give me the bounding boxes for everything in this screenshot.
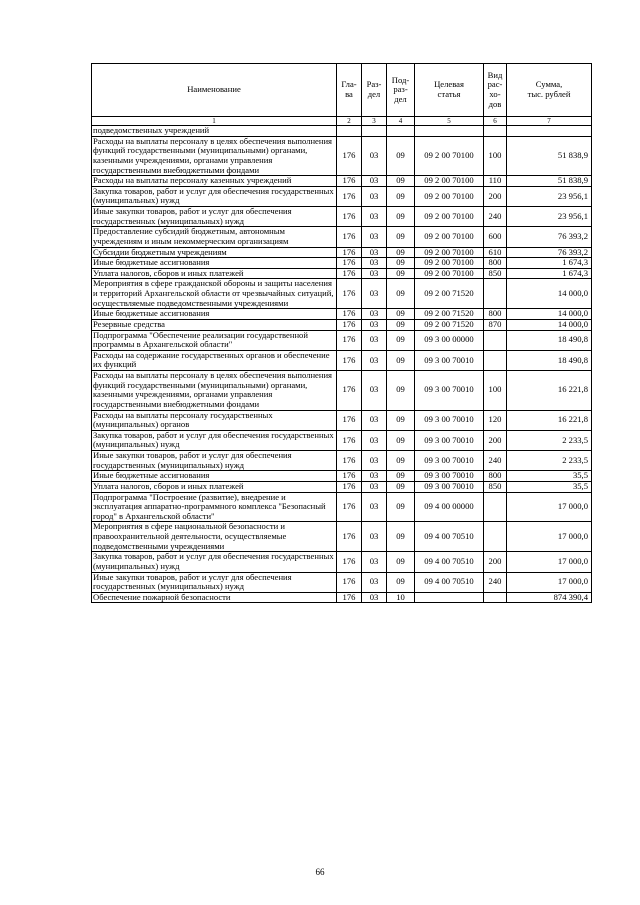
cell-razdel: 03 xyxy=(362,309,387,320)
cell-glava xyxy=(337,126,362,137)
table-row xyxy=(92,126,592,137)
cell-summa: 16 221,8 xyxy=(507,410,592,430)
cell-glava: 176 xyxy=(337,371,362,411)
cell-glava: 176 xyxy=(337,471,362,482)
cell-glava: 176 xyxy=(337,309,362,320)
cell-vid xyxy=(484,330,507,350)
cell-podrazdel: 09 xyxy=(387,430,415,450)
cell-celevaya: 09 4 00 00000 xyxy=(415,492,484,522)
cell-celevaya: 09 3 00 70010 xyxy=(415,471,484,482)
table-row xyxy=(92,410,592,430)
column-number-7: 7 xyxy=(507,117,592,126)
cell-razdel: 03 xyxy=(362,279,387,309)
cell-razdel: 03 xyxy=(362,471,387,482)
cell-vid xyxy=(484,592,507,603)
table-row xyxy=(92,258,592,269)
cell-podrazdel: 09 xyxy=(387,492,415,522)
cell-razdel: 03 xyxy=(362,268,387,279)
cell-celevaya: 09 2 00 70100 xyxy=(415,207,484,227)
cell-vid: 870 xyxy=(484,319,507,330)
cell-glava: 176 xyxy=(337,319,362,330)
table-row xyxy=(92,572,592,592)
cell-summa: 76 393,2 xyxy=(507,227,592,247)
column-number-3: 3 xyxy=(362,117,387,126)
table-row xyxy=(92,279,592,309)
cell-name: Расходы на выплаты персоналу в целях обеспечения выполнения функций государственными (муниципальными) органами, казенными учреждениями, органами управления государственными внебюджетными фондами xyxy=(92,136,337,176)
cell-podrazdel: 09 xyxy=(387,136,415,176)
cell-summa: 17 000,0 xyxy=(507,492,592,522)
cell-celevaya: 09 2 00 70100 xyxy=(415,136,484,176)
cell-razdel: 03 xyxy=(362,371,387,411)
cell-vid: 240 xyxy=(484,572,507,592)
cell-vid: 800 xyxy=(484,471,507,482)
cell-celevaya: 09 3 00 70010 xyxy=(415,371,484,411)
cell-summa: 17 000,0 xyxy=(507,572,592,592)
cell-vid: 200 xyxy=(484,186,507,206)
cell-razdel: 03 xyxy=(362,592,387,603)
cell-razdel: 03 xyxy=(362,572,387,592)
cell-celevaya xyxy=(415,592,484,603)
cell-celevaya: 09 3 00 70010 xyxy=(415,350,484,370)
cell-podrazdel: 09 xyxy=(387,481,415,492)
cell-summa: 14 000,0 xyxy=(507,309,592,320)
cell-name: Расходы на выплаты персоналу государственных (муниципальных) органов xyxy=(92,410,337,430)
cell-glava: 176 xyxy=(337,247,362,258)
cell-podrazdel: 10 xyxy=(387,592,415,603)
cell-podrazdel: 09 xyxy=(387,552,415,572)
cell-name: Иные закупки товаров, работ и услуг для обеспечения государственных (муниципальных) нужд xyxy=(92,451,337,471)
cell-name: Иные закупки товаров, работ и услуг для обеспечения государственных (муниципальных) нужд xyxy=(92,572,337,592)
cell-glava: 176 xyxy=(337,410,362,430)
cell-podrazdel: 09 xyxy=(387,572,415,592)
table-row xyxy=(92,319,592,330)
header-name: Наименование xyxy=(92,64,337,117)
cell-razdel: 03 xyxy=(362,430,387,450)
cell-name: Уплата налогов, сборов и иных платежей xyxy=(92,481,337,492)
cell-vid xyxy=(484,126,507,137)
cell-celevaya: 09 4 00 70510 xyxy=(415,522,484,552)
table-row xyxy=(92,592,592,603)
table-body xyxy=(92,126,592,603)
table-row xyxy=(92,552,592,572)
cell-summa: 16 221,8 xyxy=(507,371,592,411)
cell-glava: 176 xyxy=(337,207,362,227)
cell-glava: 176 xyxy=(337,572,362,592)
cell-name: Иные закупки товаров, работ и услуг для обеспечения государственных (муниципальных) нужд xyxy=(92,207,337,227)
cell-name: Резервные средства xyxy=(92,319,337,330)
table-row xyxy=(92,207,592,227)
cell-summa: 2 233,5 xyxy=(507,430,592,450)
cell-podrazdel: 09 xyxy=(387,522,415,552)
cell-razdel: 03 xyxy=(362,492,387,522)
cell-name: Закупка товаров, работ и услуг для обеспечения государственных (муниципальных) нужд xyxy=(92,552,337,572)
header-celevaya: Целевая статья xyxy=(415,64,484,117)
cell-summa: 17 000,0 xyxy=(507,552,592,572)
cell-vid: 610 xyxy=(484,247,507,258)
cell-celevaya: 09 2 00 70100 xyxy=(415,258,484,269)
cell-razdel: 03 xyxy=(362,451,387,471)
cell-name: Подпрограмма "Обеспечение реализации государственной программы в Архангельской области" xyxy=(92,330,337,350)
cell-vid: 850 xyxy=(484,268,507,279)
cell-summa: 14 000,0 xyxy=(507,319,592,330)
cell-podrazdel: 09 xyxy=(387,247,415,258)
cell-celevaya: 09 2 00 70100 xyxy=(415,268,484,279)
cell-name: Мероприятия в сфере национальной безопасности и правоохранительной деятельности, осуществляемые подведомственными учреждениями xyxy=(92,522,337,552)
cell-razdel xyxy=(362,126,387,137)
cell-glava: 176 xyxy=(337,492,362,522)
cell-podrazdel: 09 xyxy=(387,207,415,227)
table-row xyxy=(92,451,592,471)
table-row xyxy=(92,268,592,279)
cell-celevaya: 09 2 00 70100 xyxy=(415,186,484,206)
cell-razdel: 03 xyxy=(362,410,387,430)
cell-name: Обеспечение пожарной безопасности xyxy=(92,592,337,603)
cell-summa: 51 838,9 xyxy=(507,136,592,176)
table-row xyxy=(92,330,592,350)
cell-celevaya: 09 2 00 71520 xyxy=(415,279,484,309)
cell-podrazdel: 09 xyxy=(387,350,415,370)
cell-celevaya: 09 3 00 70010 xyxy=(415,451,484,471)
cell-vid xyxy=(484,350,507,370)
cell-summa xyxy=(507,126,592,137)
cell-podrazdel: 09 xyxy=(387,227,415,247)
cell-vid: 240 xyxy=(484,451,507,471)
cell-celevaya: 09 2 00 70100 xyxy=(415,176,484,187)
column-number-5: 5 xyxy=(415,117,484,126)
table-row xyxy=(92,371,592,411)
cell-vid: 200 xyxy=(484,430,507,450)
cell-razdel: 03 xyxy=(362,552,387,572)
cell-celevaya xyxy=(415,126,484,137)
cell-vid: 800 xyxy=(484,258,507,269)
header-podrazdel: Под- раз- дел xyxy=(387,64,415,117)
header-summa: Сумма, тыс. рублей xyxy=(507,64,592,117)
cell-name: Иные бюджетные ассигнования xyxy=(92,258,337,269)
cell-vid xyxy=(484,279,507,309)
cell-glava: 176 xyxy=(337,227,362,247)
table-row xyxy=(92,471,592,482)
header-razdel: Раз- дел xyxy=(362,64,387,117)
cell-name: Субсидии бюджетным учреждениям xyxy=(92,247,337,258)
cell-name: подведомственных учреждений xyxy=(92,126,337,137)
cell-podrazdel: 09 xyxy=(387,371,415,411)
cell-podrazdel: 09 xyxy=(387,319,415,330)
budget-table xyxy=(91,63,592,603)
cell-razdel: 03 xyxy=(362,481,387,492)
cell-podrazdel: 09 xyxy=(387,471,415,482)
cell-podrazdel: 09 xyxy=(387,330,415,350)
cell-glava: 176 xyxy=(337,552,362,572)
cell-razdel: 03 xyxy=(362,207,387,227)
cell-glava: 176 xyxy=(337,258,362,269)
cell-razdel: 03 xyxy=(362,247,387,258)
cell-celevaya: 09 2 00 70100 xyxy=(415,227,484,247)
cell-podrazdel: 09 xyxy=(387,279,415,309)
table-row xyxy=(92,522,592,552)
column-number-6: 6 xyxy=(484,117,507,126)
header-glava: Гла- ва xyxy=(337,64,362,117)
cell-celevaya: 09 2 00 70100 xyxy=(415,247,484,258)
cell-glava: 176 xyxy=(337,279,362,309)
cell-name: Уплата налогов, сборов и иных платежей xyxy=(92,268,337,279)
table-row xyxy=(92,136,592,176)
cell-vid: 100 xyxy=(484,371,507,411)
cell-glava: 176 xyxy=(337,330,362,350)
cell-summa: 874 390,4 xyxy=(507,592,592,603)
cell-summa: 17 000,0 xyxy=(507,522,592,552)
table-header xyxy=(92,64,592,126)
table-row xyxy=(92,481,592,492)
cell-name: Закупка товаров, работ и услуг для обеспечения государственных (муниципальных) нужд xyxy=(92,430,337,450)
cell-summa: 51 838,9 xyxy=(507,176,592,187)
cell-podrazdel: 09 xyxy=(387,268,415,279)
table-row xyxy=(92,350,592,370)
cell-glava: 176 xyxy=(337,522,362,552)
cell-podrazdel: 09 xyxy=(387,176,415,187)
cell-vid: 120 xyxy=(484,410,507,430)
cell-glava: 176 xyxy=(337,592,362,603)
cell-razdel: 03 xyxy=(362,186,387,206)
column-number-4: 4 xyxy=(387,117,415,126)
cell-name: Предоставление субсидий бюджетным, автономным учреждениям и иным некоммерческим организациям xyxy=(92,227,337,247)
page-number: 66 xyxy=(315,867,325,877)
cell-celevaya: 09 3 00 70010 xyxy=(415,481,484,492)
cell-vid: 600 xyxy=(484,227,507,247)
cell-glava: 176 xyxy=(337,136,362,176)
cell-summa: 35,5 xyxy=(507,481,592,492)
table-row xyxy=(92,430,592,450)
cell-podrazdel: 09 xyxy=(387,451,415,471)
cell-summa: 18 490,8 xyxy=(507,330,592,350)
cell-razdel: 03 xyxy=(362,227,387,247)
table-row xyxy=(92,176,592,187)
table-row xyxy=(92,309,592,320)
cell-razdel: 03 xyxy=(362,176,387,187)
cell-podrazdel xyxy=(387,126,415,137)
header-vid: Вид рас- хо- дов xyxy=(484,64,507,117)
column-number-1: 1 xyxy=(92,117,337,126)
cell-celevaya: 09 3 00 70010 xyxy=(415,430,484,450)
cell-name: Расходы на выплаты персоналу в целях обеспечения выполнения функций государственными (муниципальными) органами, казенными учреждениями, органами управления государственными внебюджетными фондами xyxy=(92,371,337,411)
cell-summa: 76 393,2 xyxy=(507,247,592,258)
cell-celevaya: 09 2 00 71520 xyxy=(415,309,484,320)
cell-razdel: 03 xyxy=(362,258,387,269)
cell-name: Расходы на содержание государственных органов и обеспечение их функций xyxy=(92,350,337,370)
cell-name: Подпрограмма "Построение (развитие), внедрение и эксплуатация аппаратно-программного комплекса "Безопасный город" в Архангельской области" xyxy=(92,492,337,522)
cell-podrazdel: 09 xyxy=(387,309,415,320)
cell-summa: 2 233,5 xyxy=(507,451,592,471)
cell-glava: 176 xyxy=(337,350,362,370)
column-number-2: 2 xyxy=(337,117,362,126)
cell-glava: 176 xyxy=(337,186,362,206)
cell-razdel: 03 xyxy=(362,319,387,330)
table-row xyxy=(92,247,592,258)
cell-vid xyxy=(484,492,507,522)
cell-summa: 1 674,3 xyxy=(507,268,592,279)
cell-glava: 176 xyxy=(337,268,362,279)
table-row xyxy=(92,492,592,522)
table-row xyxy=(92,186,592,206)
cell-name: Расходы на выплаты персоналу казенных учреждений xyxy=(92,176,337,187)
cell-celevaya: 09 2 00 71520 xyxy=(415,319,484,330)
cell-summa: 1 674,3 xyxy=(507,258,592,269)
table-row xyxy=(92,227,592,247)
cell-celevaya: 09 4 00 70510 xyxy=(415,552,484,572)
cell-vid: 100 xyxy=(484,136,507,176)
cell-glava: 176 xyxy=(337,430,362,450)
cell-name: Иные бюджетные ассигнования xyxy=(92,471,337,482)
cell-celevaya: 09 4 00 70510 xyxy=(415,572,484,592)
cell-razdel: 03 xyxy=(362,522,387,552)
cell-vid xyxy=(484,522,507,552)
cell-vid: 800 xyxy=(484,309,507,320)
cell-name: Закупка товаров, работ и услуг для обеспечения государственных (муниципальных) нужд xyxy=(92,186,337,206)
cell-vid: 200 xyxy=(484,552,507,572)
cell-name: Мероприятия в сфере гражданской обороны и защиты населения и территорий Архангельской области от чрезвычайных ситуаций, осуществляемые подведомственными учреждениями xyxy=(92,279,337,309)
cell-podrazdel: 09 xyxy=(387,410,415,430)
cell-razdel: 03 xyxy=(362,330,387,350)
cell-summa: 14 000,0 xyxy=(507,279,592,309)
cell-summa: 35,5 xyxy=(507,471,592,482)
cell-razdel: 03 xyxy=(362,136,387,176)
cell-summa: 23 956,1 xyxy=(507,186,592,206)
cell-celevaya: 09 3 00 00000 xyxy=(415,330,484,350)
cell-celevaya: 09 3 00 70010 xyxy=(415,410,484,430)
cell-podrazdel: 09 xyxy=(387,186,415,206)
cell-summa: 18 490,8 xyxy=(507,350,592,370)
cell-vid: 850 xyxy=(484,481,507,492)
cell-podrazdel: 09 xyxy=(387,258,415,269)
cell-glava: 176 xyxy=(337,176,362,187)
cell-razdel: 03 xyxy=(362,350,387,370)
cell-glava: 176 xyxy=(337,481,362,492)
cell-summa: 23 956,1 xyxy=(507,207,592,227)
cell-name: Иные бюджетные ассигнования xyxy=(92,309,337,320)
cell-vid: 240 xyxy=(484,207,507,227)
cell-glava: 176 xyxy=(337,451,362,471)
cell-vid: 110 xyxy=(484,176,507,187)
